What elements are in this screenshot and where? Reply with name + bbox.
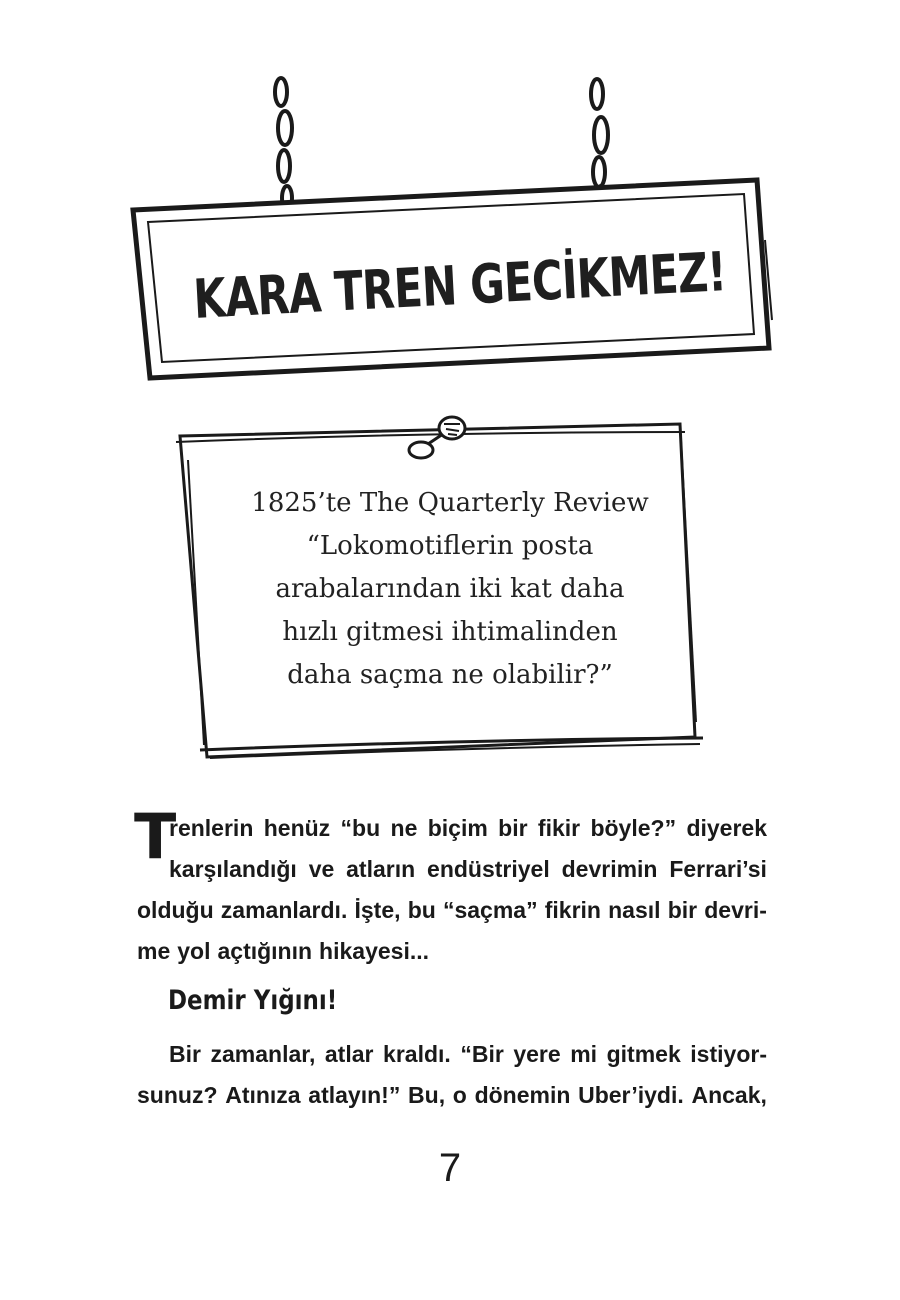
word: biçim <box>427 815 488 841</box>
word: bu <box>407 897 436 923</box>
word: atlar <box>324 1041 374 1067</box>
chapter-title: KARA TREN GECİKMEZ! <box>192 239 728 331</box>
word: olduğu <box>137 897 214 923</box>
drop-cap: T <box>134 800 177 873</box>
word: me <box>137 938 171 964</box>
word: Ancak, <box>691 1082 767 1108</box>
word: karşılandığı <box>169 856 297 882</box>
word: Ferrari’si <box>669 856 767 882</box>
intro-line <box>137 808 767 849</box>
word: atların <box>346 856 416 882</box>
word: diyerek <box>686 815 767 841</box>
word: kraldı. <box>383 1041 451 1067</box>
word: henüz <box>263 815 331 841</box>
word: bir <box>498 815 528 841</box>
word: o <box>452 1082 467 1108</box>
word: fikir <box>537 815 581 841</box>
word: devrimin <box>561 856 658 882</box>
word: ve <box>308 856 335 882</box>
word: nasıl <box>608 897 661 923</box>
intro-line <box>137 849 767 890</box>
word: Bir <box>169 1041 201 1067</box>
word: renlerin <box>169 815 254 841</box>
word: ne <box>390 815 418 841</box>
word: Atınıza <box>225 1082 301 1108</box>
word: zamanlar, <box>210 1041 316 1067</box>
word: zamanlardı. <box>220 897 348 923</box>
word: sunuz? <box>137 1082 218 1108</box>
word: “Bir <box>460 1041 504 1067</box>
quote-line: “Lokomotiflerin posta <box>306 531 594 561</box>
quote-line: arabalarından iki kat daha <box>275 574 625 604</box>
right-chain-icon <box>591 79 608 202</box>
word: açtığının <box>217 938 313 964</box>
word: İşte, <box>354 897 401 923</box>
section-line <box>137 1075 767 1116</box>
word: böyle?” <box>590 815 677 841</box>
word: atlayın!” <box>308 1082 401 1108</box>
section-line <box>137 1034 767 1075</box>
quote-line: daha saçma ne olabilir?” <box>287 660 613 690</box>
intro-line <box>137 931 767 972</box>
word: devri- <box>704 897 767 923</box>
intro-line <box>137 890 767 931</box>
word: mi <box>570 1041 598 1067</box>
word: endüstriyel <box>427 856 550 882</box>
quote-text <box>230 482 670 697</box>
word: “saçma” <box>442 897 538 923</box>
word: fikrin <box>544 897 601 923</box>
word: yol <box>177 938 211 964</box>
word: dönemin <box>474 1082 571 1108</box>
quote-line: 1825’te The Quarterly Review <box>251 488 649 518</box>
word: Uber’iydi. <box>578 1082 684 1108</box>
word: gitmek <box>606 1041 681 1067</box>
quote-line: hızlı gitmesi ihtimalinden <box>282 617 618 647</box>
word: yere <box>513 1041 561 1067</box>
word: “bu <box>340 815 381 841</box>
word: hikayesi... <box>319 938 430 964</box>
intro-paragraph <box>137 808 767 972</box>
word: Bu, <box>408 1082 446 1108</box>
section-paragraph <box>137 1034 767 1116</box>
word: bir <box>667 897 698 923</box>
word: istiyor- <box>690 1041 767 1067</box>
section-heading: Demir Yığını! <box>168 985 338 1016</box>
page-number: 7 <box>438 1146 462 1190</box>
left-chain-icon <box>275 78 292 210</box>
